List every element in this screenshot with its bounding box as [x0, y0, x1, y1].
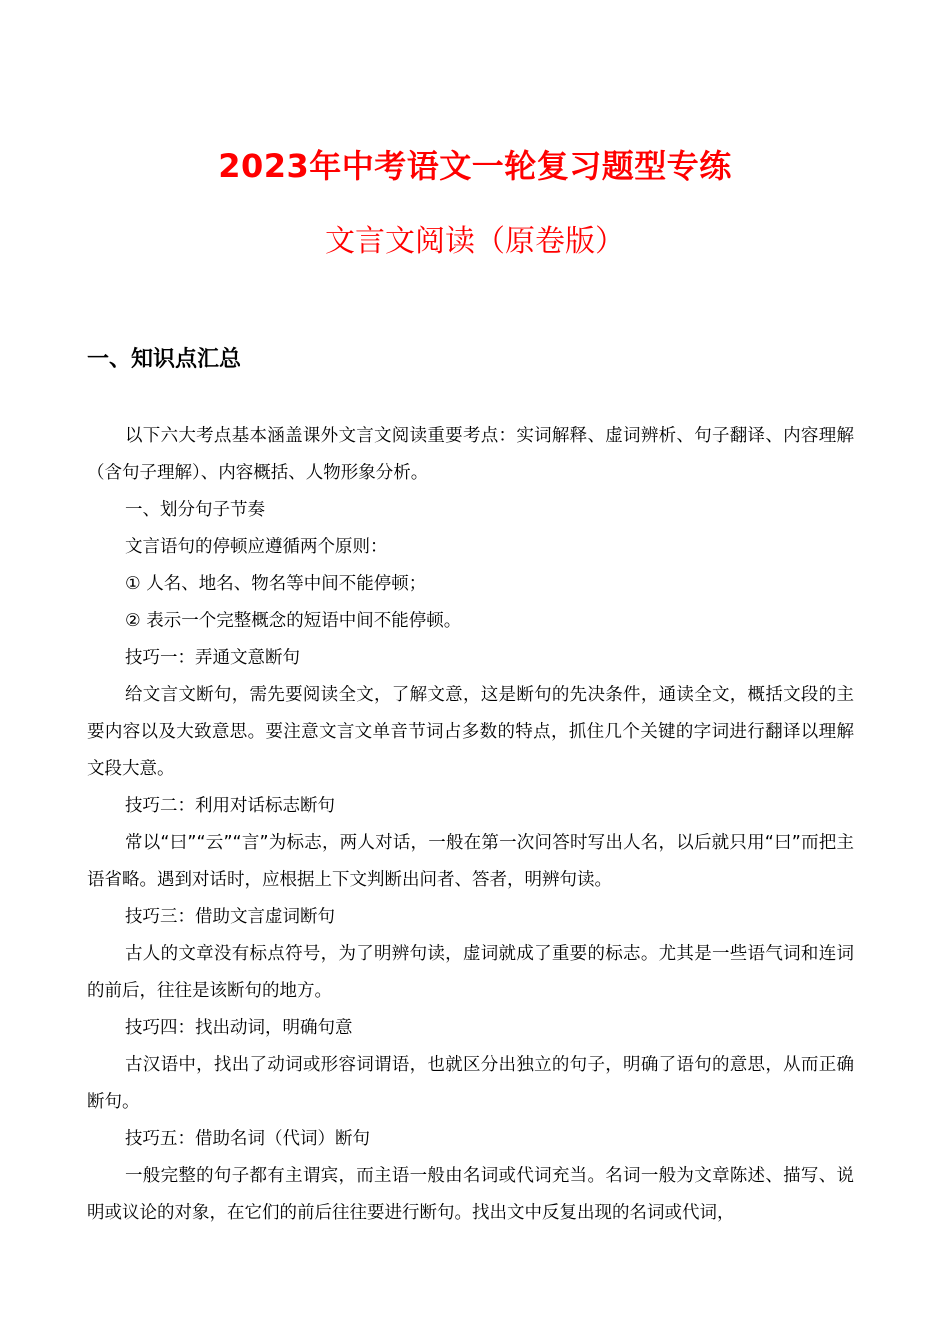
- subheading-rhythm: 一、划分句子节奏: [125, 500, 265, 520]
- technique-heading-2: 技巧二：利用对话标志断句: [125, 796, 335, 816]
- principle-intro: 文言语句的停顿应遵循两个原则：: [125, 537, 388, 557]
- document-title: 2023年中考语文一轮复习题型专练: [218, 147, 732, 185]
- section-heading: 一、知识点汇总: [87, 347, 242, 372]
- technique-body-2: 常以“曰”“云”“言”为标志，两人对话，一般在第一次问答时写出人名，以后就只用“曰”而把主语省略。遇到对话时，应根据上下文判断出问者、答者，明辨句读。: [87, 833, 854, 890]
- principle-item-2: ② 表示一个完整概念的短语中间不能停顿。: [125, 611, 462, 631]
- technique-heading-5: 技巧五：借助名词（代词）断句: [125, 1129, 370, 1149]
- document-body: [87, 418, 854, 1232]
- technique-body-4: 古汉语中，找出了动词或形容词谓语，也就区分出独立的句子，明确了语句的意思，从而正确断句。: [87, 1055, 854, 1112]
- technique-heading-1: 技巧一：弄通文意断句: [125, 648, 300, 668]
- technique-body-5: 一般完整的句子都有主谓宾，而主语一般由名词或代词充当。名词一般为文章陈述、描写、说明或议论的对象，在它们的前后往往要进行断句。找出文中反复出现的名词或代词，: [87, 1166, 854, 1223]
- technique-heading-4: 技巧四：找出动词，明确句意: [125, 1018, 353, 1038]
- technique-heading-3: 技巧三：借助文言虚词断句: [125, 907, 335, 927]
- technique-body-1: 给文言文断句，需先要阅读全文，了解文意，这是断句的先决条件，通读全文，概括文段的主要内容以及大致意思。要注意文言文单音节词占多数的特点，抓住几个关键的字词进行翻译以理解文段大意。: [87, 685, 854, 779]
- technique-body-3: 古人的文章没有标点符号，为了明辨句读，虚词就成了重要的标志。尤其是一些语气词和连词的前后，往往是该断句的地方。: [87, 944, 854, 1001]
- document-subtitle: 文言文阅读（原卷版）: [325, 224, 625, 259]
- intro-paragraph: 以下六大考点基本涵盖课外文言文阅读重要考点：实词解释、虚词辨析、句子翻译、内容理解（含句子理解）、内容概括、人物形象分析。: [87, 426, 854, 483]
- principle-item-1: ① 人名、地名、物名等中间不能停顿；: [125, 574, 427, 594]
